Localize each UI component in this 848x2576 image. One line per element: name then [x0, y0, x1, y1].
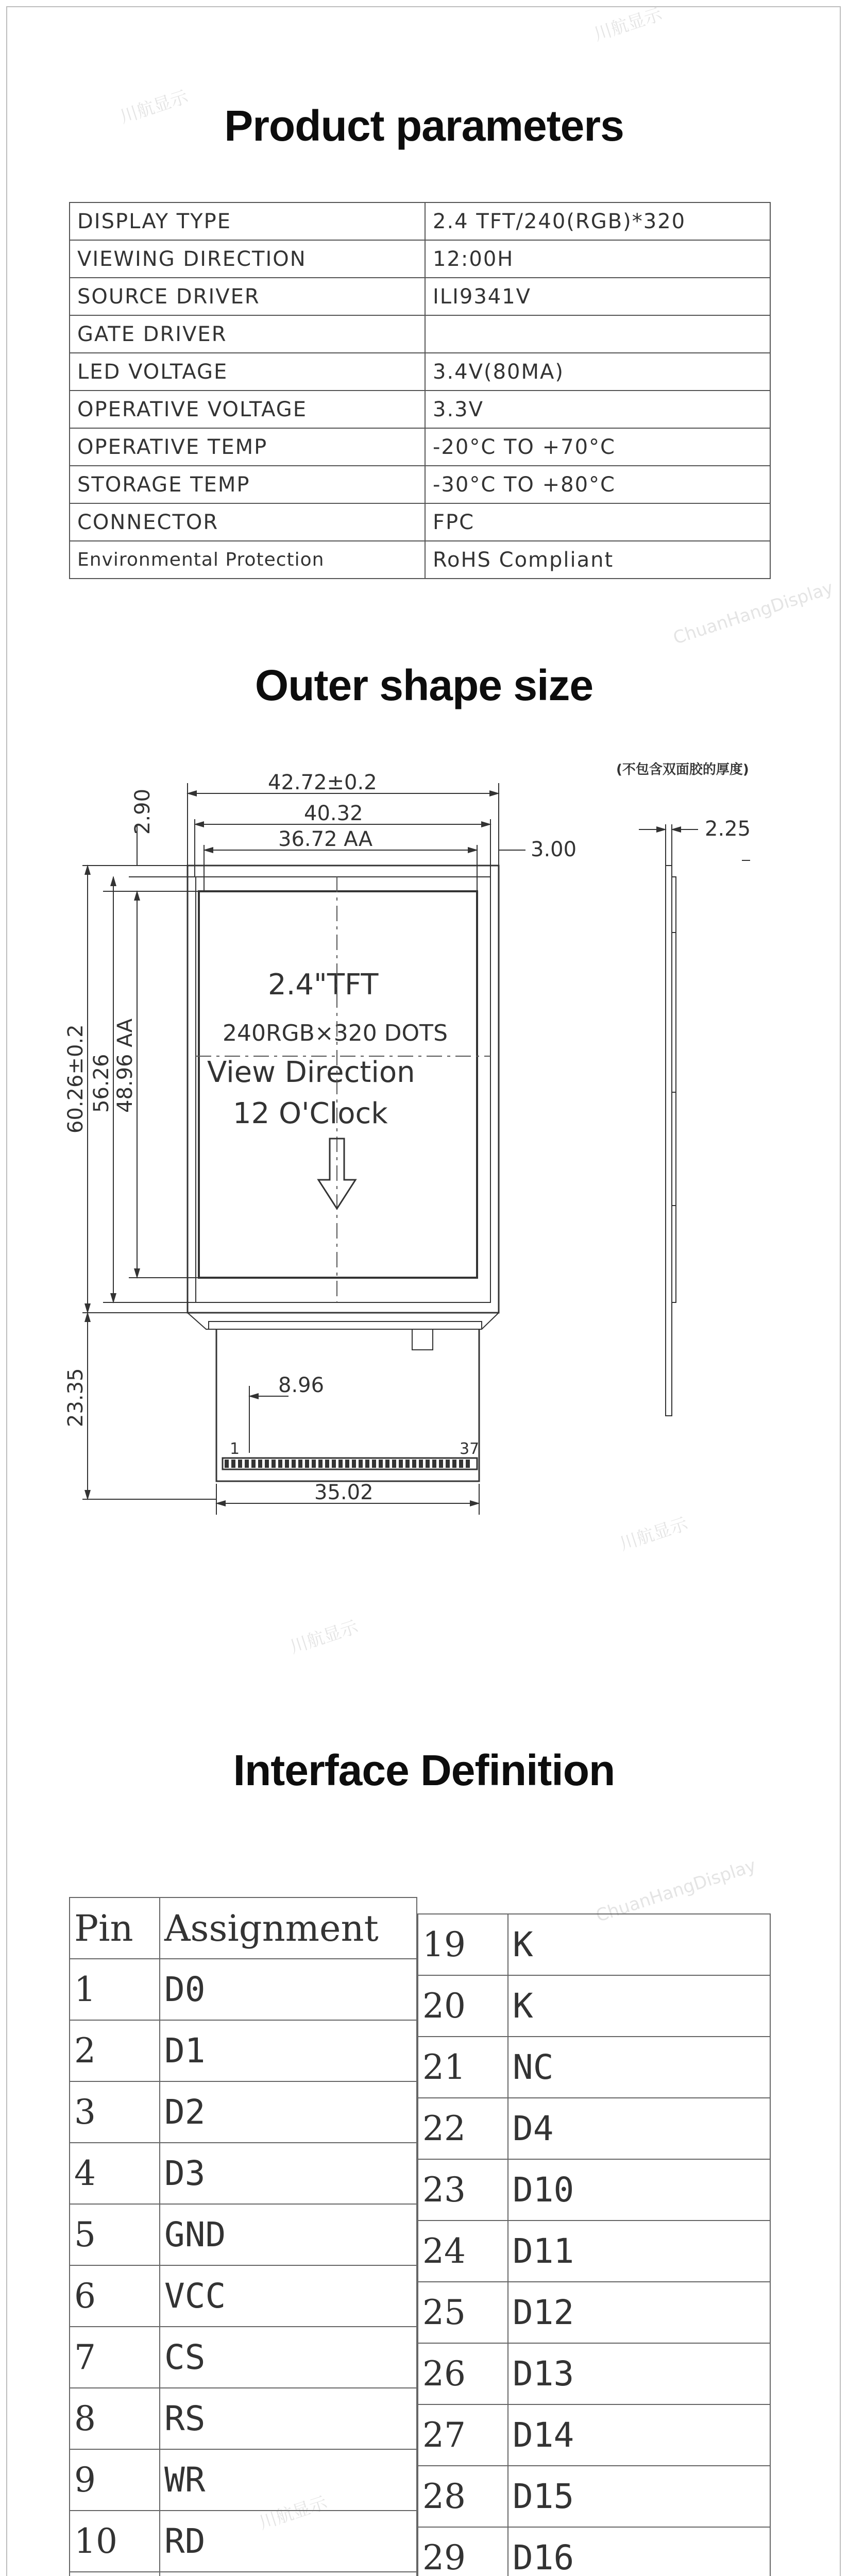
screen-line1: 2.4"TFT [268, 968, 379, 1002]
pin-assignment: D16 [508, 2527, 770, 2576]
pin-row [70, 2327, 417, 2388]
pin-number: 4 [70, 2143, 160, 2204]
pin-assignment: D1 [160, 2020, 417, 2081]
fpc-contact-pad [365, 1460, 369, 1468]
pin-assignment: K [508, 1914, 770, 1975]
pin-assignment: K [508, 1975, 770, 2037]
dim-left-gap: 2.90 [131, 788, 155, 835]
fpc-contact-pad [359, 1460, 363, 1468]
dim-height-total: 60.26±0.2 [64, 1024, 88, 1133]
fpc-contact-pad [318, 1460, 323, 1468]
dim-right-offset: 3.00 [531, 838, 577, 861]
pin-number: 23 [418, 2159, 508, 2221]
side-note: (不包含双面胶的厚度) [616, 762, 749, 777]
header-assignment: Assignment [160, 1897, 417, 1959]
pin-assignment: NC [508, 2037, 770, 2098]
pin-row [70, 2020, 417, 2081]
fpc-contact-pad [251, 1460, 256, 1468]
watermark: 川航显示 [617, 1513, 690, 1555]
parameter-value: 3.4V(80MA) [425, 353, 770, 391]
dim-fpc-width: 35.02 [314, 1481, 374, 1504]
parameter-value: 12:00H [425, 240, 770, 278]
watermark: ChuanHangDisplay [670, 577, 836, 649]
pin-assignment: WR [160, 2449, 417, 2511]
parameter-label: Environmental Protection [70, 541, 425, 579]
pin-assignment: RS [160, 2388, 417, 2449]
pin-assignment: RD [160, 2511, 417, 2572]
parameter-row [70, 353, 770, 391]
pin-row [70, 2511, 417, 2572]
parameter-value: 3.3V [425, 391, 770, 428]
pin-number: 8 [70, 2388, 160, 2449]
parameter-value: -20°C TO +70°C [425, 428, 770, 466]
fpc-contact-pad [385, 1460, 389, 1468]
outline-drawing-svg [0, 742, 848, 1515]
pin-number [70, 2572, 160, 2576]
watermark: 川航显示 [257, 2492, 330, 2534]
fpc-contact-pad [372, 1460, 376, 1468]
screen-line4: 12 O'Clock [233, 1097, 388, 1130]
parameter-value: FPC [425, 503, 770, 541]
watermark: ChuanHangDisplay [593, 1855, 759, 1927]
pin-row [70, 2388, 417, 2449]
pin-row [70, 1959, 417, 2020]
pin-number: 9 [70, 2449, 160, 2511]
parameter-label: CONNECTOR [70, 503, 425, 541]
fpc-contact-pad [298, 1460, 302, 1468]
pin-assignment: D10 [508, 2159, 770, 2221]
pin-number: 29 [418, 2527, 508, 2576]
parameters-table [69, 202, 771, 579]
parameter-label: VIEWING DIRECTION [70, 240, 425, 278]
pin-number: 3 [70, 2081, 160, 2143]
fpc-contact-pad [292, 1460, 296, 1468]
fpc-contact-pad [446, 1460, 450, 1468]
pin-row [418, 2343, 770, 2404]
pin-assignment: D12 [508, 2282, 770, 2343]
parameter-label: GATE DRIVER [70, 315, 425, 353]
pin-assignment: D13 [508, 2343, 770, 2404]
fpc-contact-pad [272, 1460, 276, 1468]
pin-number: 2 [70, 2020, 160, 2081]
pin-number: 6 [70, 2265, 160, 2327]
pin-number: 27 [418, 2404, 508, 2466]
pin-assignment [160, 2572, 417, 2576]
screen-line2: 240RGB×320 DOTS [223, 1020, 448, 1046]
parameter-row [70, 315, 770, 353]
pin-assignment: D14 [508, 2404, 770, 2466]
parameter-row [70, 541, 770, 579]
pin-row [418, 2098, 770, 2159]
parameter-row [70, 202, 770, 240]
parameter-value [425, 315, 770, 353]
fpc-contact-pad [265, 1460, 269, 1468]
parameter-value: -30°C TO +80°C [425, 466, 770, 503]
side-view [639, 824, 750, 1416]
fpc-contact-pad [439, 1460, 443, 1468]
pin-row [418, 2527, 770, 2576]
pin-first-label: 1 [230, 1440, 240, 1458]
fpc-contact-pad [225, 1460, 229, 1468]
fpc-contacts [225, 1460, 470, 1468]
fpc-contact-pad [426, 1460, 430, 1468]
pin-number: 21 [418, 2037, 508, 2098]
fpc-contact-pad [278, 1460, 282, 1468]
pin-number: 7 [70, 2327, 160, 2388]
pin-number: 22 [418, 2098, 508, 2159]
pin-row [70, 2572, 417, 2576]
parameter-row [70, 278, 770, 315]
parameter-label: OPERATIVE VOLTAGE [70, 391, 425, 428]
pin-assignment: GND [160, 2204, 417, 2265]
fpc-contact-pad [459, 1460, 463, 1468]
side-thickness: 2.25 [705, 817, 751, 841]
fpc-contact-pad [452, 1460, 456, 1468]
parameter-value: 2.4 TFT/240(RGB)*320 [425, 202, 770, 240]
pin-row [418, 2221, 770, 2282]
dim-fpc-height: 23.35 [64, 1368, 88, 1427]
fpc-tail [216, 1329, 479, 1481]
parameter-row [70, 240, 770, 278]
header-pin: Pin [70, 1897, 160, 1959]
pin-row [418, 1975, 770, 2037]
fpc-contact-pad [258, 1460, 262, 1468]
parameter-label: SOURCE DRIVER [70, 278, 425, 315]
fpc-contact-pad [432, 1460, 436, 1468]
pin-table-right [417, 1913, 771, 2576]
pin-number: 5 [70, 2204, 160, 2265]
pin-row [70, 2265, 417, 2327]
pin-row [418, 2037, 770, 2098]
pin-assignment: D15 [508, 2466, 770, 2527]
pin-row [70, 2449, 417, 2511]
outline-drawing [0, 742, 848, 1515]
pin-number: 1 [70, 1959, 160, 2020]
pin-number: 25 [418, 2282, 508, 2343]
pin-number: 28 [418, 2466, 508, 2527]
fpc-contact-pad [245, 1460, 249, 1468]
pin-assignment: D0 [160, 1959, 417, 2020]
fpc-contact-pad [392, 1460, 396, 1468]
pin-table-left [69, 1897, 417, 2576]
dim-height-aa: 48.96 AA [113, 1018, 137, 1113]
parameter-label: STORAGE TEMP [70, 466, 425, 503]
fpc-contact-pad [332, 1460, 336, 1468]
pin-row [70, 2143, 417, 2204]
outer-shape-title: Outer shape size [255, 661, 593, 709]
fpc-contact-pad [238, 1460, 242, 1468]
pin-row [418, 1914, 770, 1975]
fpc-contact-pad [285, 1460, 289, 1468]
pin-number: 24 [418, 2221, 508, 2282]
fpc-contact-pad [466, 1460, 470, 1468]
fpc-contact-pad [345, 1460, 349, 1468]
parameter-row [70, 503, 770, 541]
pin-number: 20 [418, 1975, 508, 2037]
pin-assignment: D11 [508, 2221, 770, 2282]
pin-row [418, 2159, 770, 2221]
parameter-label: DISPLAY TYPE [70, 202, 425, 240]
product-parameters-title: Product parameters [224, 101, 624, 150]
pin-row [70, 2081, 417, 2143]
fpc-contact-pad [312, 1460, 316, 1468]
pin-number: 10 [70, 2511, 160, 2572]
parameter-row [70, 391, 770, 428]
pin-assignment: CS [160, 2327, 417, 2388]
fpc-contact-pad [231, 1460, 235, 1468]
fpc-contact-pad [412, 1460, 416, 1468]
pin-assignment: VCC [160, 2265, 417, 2327]
dim-height-mid: 56.26 [90, 1054, 113, 1113]
fpc-contact-pad [419, 1460, 423, 1468]
fpc-contact-pad [352, 1460, 356, 1468]
pin-last-label: 37 [460, 1440, 480, 1458]
dim-fpc-offset: 8.96 [278, 1374, 325, 1397]
parameter-value: RoHS Compliant [425, 541, 770, 579]
fpc-contact-pad [338, 1460, 343, 1468]
pin-assignment: D3 [160, 2143, 417, 2204]
parameter-row [70, 428, 770, 466]
pin-number: 26 [418, 2343, 508, 2404]
dim-top-total: 42.72±0.2 [268, 771, 377, 794]
pin-assignment: D2 [160, 2081, 417, 2143]
interface-definition-title: Interface Definition [233, 1746, 615, 1794]
pin-row [418, 2282, 770, 2343]
parameter-label: OPERATIVE TEMP [70, 428, 425, 466]
dim-top-mid: 40.32 [304, 802, 363, 825]
pin-row [418, 2404, 770, 2466]
pin-assignment: D4 [508, 2098, 770, 2159]
pin-row [418, 2466, 770, 2527]
parameter-label: LED VOLTAGE [70, 353, 425, 391]
watermark: 川航显示 [591, 4, 665, 45]
fpc-contact-pad [405, 1460, 410, 1468]
fpc-contact-pad [379, 1460, 383, 1468]
dim-top-aa: 36.72 AA [278, 827, 373, 851]
parameter-value: ILI9341V [425, 278, 770, 315]
fpc-contact-pad [305, 1460, 309, 1468]
fpc-contact-pad [399, 1460, 403, 1468]
pin-number: 19 [418, 1914, 508, 1975]
fpc-contact-pad [325, 1460, 329, 1468]
screen-line3: View Direction [207, 1056, 415, 1089]
parameter-row [70, 466, 770, 503]
pin-row [70, 2204, 417, 2265]
watermark: 川航显示 [287, 1616, 361, 1658]
watermark: 川航显示 [117, 86, 191, 128]
